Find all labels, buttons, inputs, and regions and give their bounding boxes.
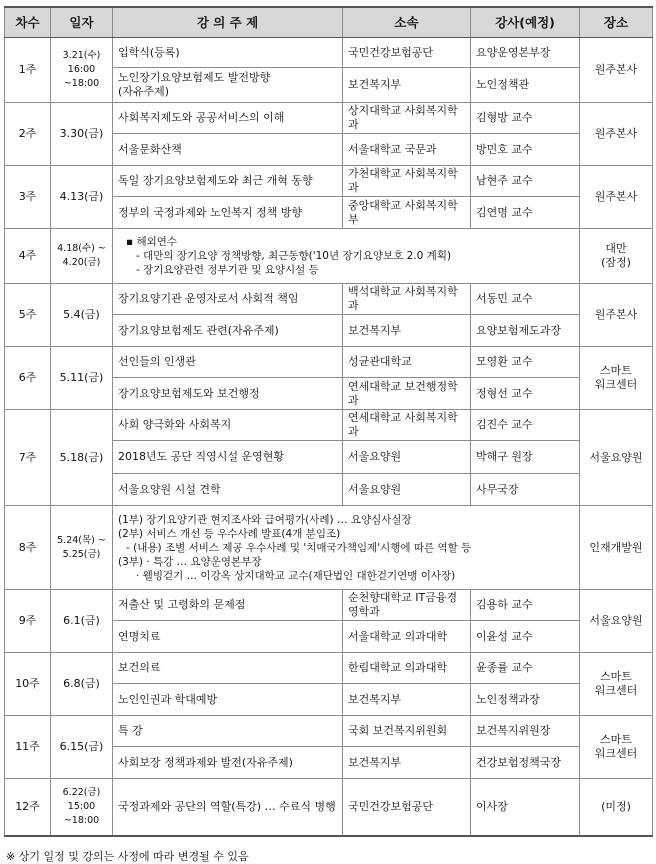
table-row [5, 779, 653, 836]
cell-line: 워크센터 [594, 378, 638, 391]
lecture-topic [113, 68, 343, 103]
week-date-cell: 3.30(금) [51, 103, 113, 166]
lecture-dept: 보건복지부 [343, 684, 471, 716]
week-place-cell [580, 653, 653, 716]
content-line: - 장기요양관련 정부기관 및 요양시설 등 [136, 264, 319, 276]
lecture-speaker: 요양운영본부장 [471, 38, 580, 68]
lecture-speaker: 남현주 교수 [471, 166, 580, 197]
week-date-cell: 5.4(금) [51, 284, 113, 347]
week-round-cell: 6주 [5, 347, 51, 410]
cell-line: 스마트 [600, 670, 632, 683]
week-place-cell [580, 716, 653, 779]
lecture-speaker: 모영환 교수 [471, 347, 580, 378]
lecture-speaker: 사무국장 [471, 474, 580, 506]
content-line: ▪ 해외연수 [126, 236, 178, 248]
week-place-cell: 서울요양원 [580, 410, 653, 506]
lecture-topic: 장기요양기관 운영자로서 사회적 책임 [113, 284, 343, 315]
week-place-cell: 서울요양원 [580, 590, 653, 653]
schedule-table [4, 6, 653, 837]
schedule-body [5, 38, 653, 836]
table-row [5, 166, 653, 197]
week-place-cell: 원주본사 [580, 103, 653, 166]
cell-line: 노인장기요양보험제도 발전방향 [118, 71, 271, 84]
week-date-cell: 6.1(금) [51, 590, 113, 653]
lecture-topic: 보건의료 [113, 653, 343, 684]
lecture-topic: 특 강 [113, 716, 343, 747]
lecture-dept: 서울요양원 [343, 441, 471, 474]
lecture-dept: 상지대학교 사회복지학과 [343, 103, 471, 134]
cell-line: ~18:00 [63, 78, 100, 89]
lecture-speaker: 요양보험제도과장 [471, 315, 580, 347]
lecture-speaker: 김용하 교수 [471, 590, 580, 621]
content-line: (2부) 서비스 개선 등 우수사례 발표(4개 분임조) [118, 527, 341, 540]
lecture-topic: 장기요양보험제도와 보건행정 [113, 378, 343, 410]
header-row [5, 7, 653, 38]
lecture-topic: 선인들의 인생관 [113, 347, 343, 378]
lecture-dept: 중앙대학교 사회복지학부 [343, 197, 471, 229]
lecture-speaker: 방민호 교수 [471, 134, 580, 166]
lecture-speaker: 이윤성 교수 [471, 621, 580, 653]
lecture-speaker: 이사장 [471, 779, 580, 836]
week-place-cell [580, 347, 653, 410]
schedule-document [4, 6, 652, 863]
cell-line: 16:00 [67, 64, 96, 75]
week-date-cell: 5.11(금) [51, 347, 113, 410]
lecture-topic: 국정과제와 공단의 역할(특강) … 수료식 병행 [113, 779, 343, 836]
table-row [5, 103, 653, 134]
lecture-dept: 서울대학교 국문과 [343, 134, 471, 166]
week-date-cell [51, 506, 113, 590]
header-speaker: 강사(예정) [471, 7, 580, 38]
lecture-speaker: 김연명 교수 [471, 197, 580, 229]
cell-line: 대만 [605, 242, 627, 255]
lecture-speaker: 노인정책관 [471, 68, 580, 103]
lecture-dept: 보건복지부 [343, 68, 471, 103]
table-row [5, 284, 653, 315]
content-line: · 웰빙걷기 … 이강옥 상지대학교 교수(재단법인 대한걷기연맹 이사장) [136, 569, 456, 582]
table-row [5, 229, 653, 284]
week-round-cell: 11주 [5, 716, 51, 779]
week-round-cell: 7주 [5, 410, 51, 506]
cell-line: 4.20(금) [62, 257, 101, 268]
lecture-speaker: 정형선 교수 [471, 378, 580, 410]
table-row [5, 716, 653, 747]
lecture-dept: 서울대학교 의과대학 [343, 621, 471, 653]
lecture-speaker: 보건복지위원장 [471, 716, 580, 747]
lecture-topic: 노인인권과 학대예방 [113, 684, 343, 716]
lecture-topic: 사회 양극화와 사회복지 [113, 410, 343, 441]
lecture-dept: 성균관대학교 [343, 347, 471, 378]
content-line: (1부) 장기요양기관 현지조사와 급여평가(사례) … 요양심사실장 [118, 513, 412, 526]
cell-line: 5.25(금) [62, 548, 101, 560]
lecture-topic: 장기요양보험제도 관련(자유주제) [113, 315, 343, 347]
cell-line: 스마트 [600, 733, 632, 746]
week-place-cell: 원주본사 [580, 284, 653, 347]
table-row [5, 410, 653, 441]
lecture-dept: 백석대학교 사회복지학과 [343, 284, 471, 315]
week-place-cell: 원주본사 [580, 38, 653, 103]
lecture-topic: 독일 장기요양보험제도와 최근 개혁 동향 [113, 166, 343, 197]
lecture-dept: 연세대학교 사회복지학과 [343, 410, 471, 441]
cell-line: 5.24(목) ~ [57, 534, 106, 546]
table-row [5, 506, 653, 590]
cell-line: ~18:00 [63, 814, 100, 826]
week-date-cell [51, 229, 113, 284]
week-round-cell: 4주 [5, 229, 51, 284]
week-content-cell [113, 229, 580, 284]
header-dept: 소속 [343, 7, 471, 38]
lecture-dept: 국민건강보험공단 [343, 779, 471, 836]
lecture-topic: 사회보장 정책과제와 발전(자유주제) [113, 747, 343, 779]
week-round-cell: 8주 [5, 506, 51, 590]
lecture-speaker: 노인정책과장 [471, 684, 580, 716]
lecture-dept: 가천대학교 사회복지학과 [343, 166, 471, 197]
lecture-topic: 2018년도 공단 직영시설 운영현황 [113, 441, 343, 474]
cell-line: 4.18(수) ~ [57, 243, 106, 254]
lecture-speaker: 김진수 교수 [471, 410, 580, 441]
lecture-speaker: 윤종률 교수 [471, 653, 580, 684]
lecture-dept: 한림대학교 의과대학 [343, 653, 471, 684]
lecture-dept: 순천향대학교 IT금융경영학과 [343, 590, 471, 621]
lecture-dept: 보건복지부 [343, 315, 471, 347]
table-row [5, 38, 653, 68]
week-date-cell [51, 779, 113, 836]
lecture-speaker: 박해구 원장 [471, 441, 580, 474]
week-date-cell: 6.8(금) [51, 653, 113, 716]
header-topic: 강 의 주 제 [113, 7, 343, 38]
lecture-speaker: 김형방 교수 [471, 103, 580, 134]
lecture-topic: 저출산 및 고령화의 문제점 [113, 590, 343, 621]
table-row [5, 590, 653, 621]
lecture-dept: 서울요양원 [343, 474, 471, 506]
week-place-cell: 인재개발원 [580, 506, 653, 590]
footnote: ※ 상기 일정 및 강의는 사정에 따라 변경될 수 있음 [6, 850, 249, 863]
header-place: 장소 [580, 7, 653, 38]
lecture-dept: 보건복지부 [343, 747, 471, 779]
cell-line: (잠정) [601, 256, 631, 269]
week-place-cell [580, 229, 653, 284]
lecture-topic: 사회복지제도와 공공서비스의 이해 [113, 103, 343, 134]
lecture-dept: 연세대학교 보건행정학과 [343, 378, 471, 410]
week-date-cell: 5.18(금) [51, 410, 113, 506]
lecture-dept: 국회 보건복지위원회 [343, 716, 471, 747]
week-round-cell: 10주 [5, 653, 51, 716]
cell-line: 6.22(금) [62, 786, 101, 798]
week-round-cell: 3주 [5, 166, 51, 229]
header-round: 차수 [5, 7, 51, 38]
week-date-cell: 4.13(금) [51, 166, 113, 229]
lecture-topic: 연명치료 [113, 621, 343, 653]
lecture-topic: 서울문화산책 [113, 134, 343, 166]
week-round-cell: 5주 [5, 284, 51, 347]
lecture-dept: 국민건강보험공단 [343, 38, 471, 68]
cell-line: 워크센터 [594, 747, 638, 760]
lecture-speaker: 서동민 교수 [471, 284, 580, 315]
cell-line: 3.21(수) [62, 50, 101, 61]
week-date-cell [51, 38, 113, 103]
table-row [5, 653, 653, 684]
week-content-cell [113, 506, 580, 590]
week-round-cell: 9주 [5, 590, 51, 653]
content-line: - (내용) 조별 서비스 제공 우수사례 및 '치매국가책임제'시행에 따른 역할 등 [126, 541, 472, 554]
lecture-speaker: 건강보험정책국장 [471, 747, 580, 779]
content-line: - 대만의 장기요양 정책방향, 최근동향('10년 장기요양보호 2.0 계획) [136, 250, 452, 262]
cell-line: (자유주제) [118, 85, 170, 98]
lecture-topic: 입학식(등록) [113, 38, 343, 68]
table-row [5, 347, 653, 378]
cell-line: 스마트 [600, 364, 632, 377]
week-round-cell: 2주 [5, 103, 51, 166]
lecture-topic: 정부의 국정과제와 노인복지 정책 방향 [113, 197, 343, 229]
week-place-cell: 원주본사 [580, 166, 653, 229]
week-round-cell: 1주 [5, 38, 51, 103]
cell-line: 워크센터 [594, 684, 638, 697]
cell-line: 15:00 [67, 800, 96, 812]
week-place-cell: (미정) [580, 779, 653, 836]
lecture-topic: 서울요양원 시설 견학 [113, 474, 343, 506]
content-line: (3부) · 특강 … 요양운영본부장 [118, 555, 262, 568]
week-round-cell: 12주 [5, 779, 51, 836]
header-date: 일자 [51, 7, 113, 38]
week-date-cell: 6.15(금) [51, 716, 113, 779]
